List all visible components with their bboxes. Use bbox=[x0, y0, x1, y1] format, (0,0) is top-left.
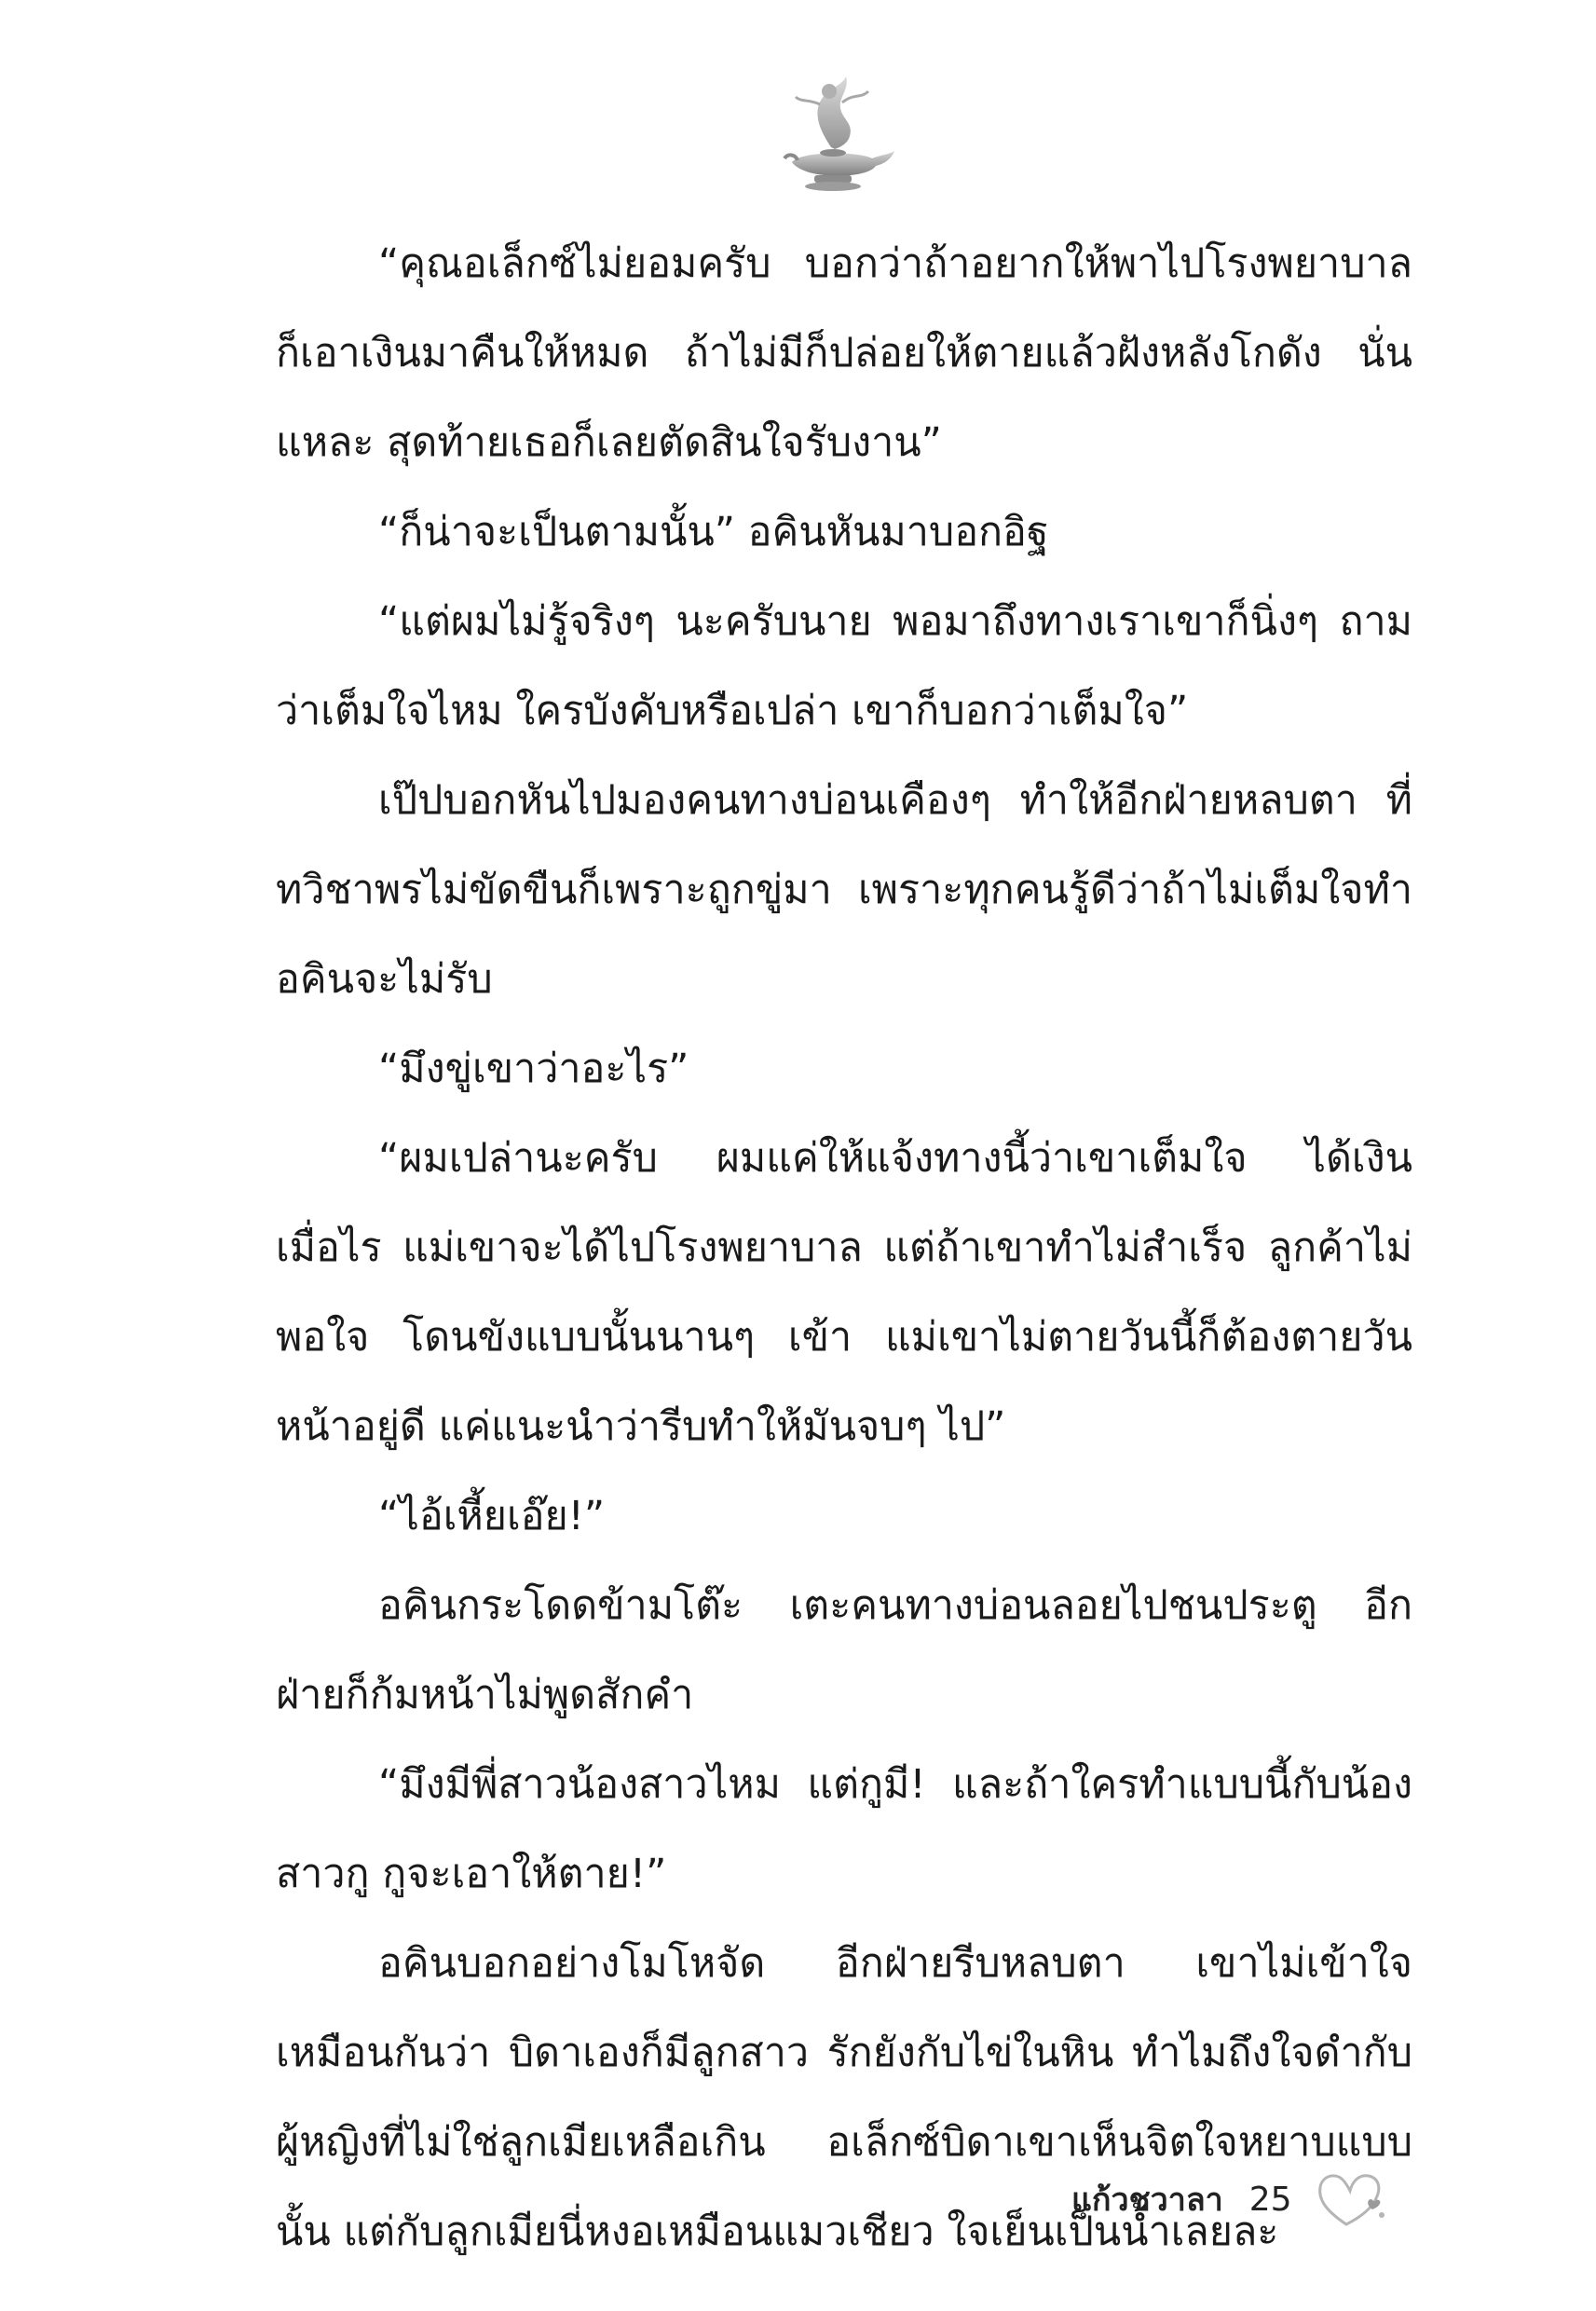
genie-lamp-icon bbox=[764, 65, 904, 205]
paragraph: อคินบอกอย่างโมโหจัด อีกฝ่ายรีบหลบตา เขาไม่เข้าใจเหมือนกันว่า บิดาเองก็มีลูกสาว รักยังกับไข่ในหิน ทำไมถึงใจดำกับผู้หญิงที่ไม่ใช่ลูกเมียเหลือเกิน อเล็กซ์บิดาเขาเห็นจิตใจหยาบแบบนั้น แต่กับลูกเมียนี่หงอเหมือนแมวเชียว ใจเย็นเป็นน้ำเลยละ bbox=[276, 1940, 1412, 2255]
paragraph: “มึงมีพี่สาวน้องสาวไหม แต่กูมี! และถ้าใครทำแบบนี้กับน้องสาวกู กูจะเอาให้ตาย!” bbox=[276, 1761, 1412, 1897]
paragraph: เป๊ปบอกหันไปมองคนทางบ่อนเคืองๆ ทำให้อีกฝ่ายหลบตา ที่ทวิชาพรไม่ขัดขืนก็เพราะถูกขู่มา เพราะทุกคนรู้ดีว่าถ้าไม่เต็มใจทำ อคินจะไม่รับ bbox=[276, 777, 1412, 1003]
paragraph: “คุณอเล็กซ์ไม่ยอมครับ บอกว่าถ้าอยากให้พาไปโรงพยาบาล ก็เอาเงินมาคืนให้หมด ถ้าไม่มีก็ปล่อยให้ตายแล้วฝังหลังโกดัง นั่นแหละ สุดท้ายเธอก็เลยตัดสินใจรับงาน” bbox=[276, 240, 1412, 466]
page-number: 25 bbox=[1248, 2180, 1292, 2219]
book-title: แก้วชวาลา bbox=[1071, 2181, 1223, 2219]
body-text bbox=[276, 219, 1412, 2277]
paragraph: “ไอ้เหี้ยเอ๊ย!” bbox=[378, 1493, 606, 1539]
paragraph: “ก็น่าจะเป็นตามนั้น” อคินหันมาบอกอิฐ bbox=[378, 509, 1049, 555]
paragraph: “ผมเปล่านะครับ ผมแค่ให้แจ้งทางนี้ว่าเขาเต็มใจ ได้เงินเมื่อไร แม่เขาจะได้ไปโรงพยาบาล แต่ถ้าเขาทำไม่สำเร็จ ลูกค้าไม่พอใจ โดนขังแบบนั้นนานๆ เข้า แม่เขาไม่ตายวันนี้ก็ต้องตายวันหน้าอยู่ดี แค่แนะนำว่ารีบทำให้มันจบๆ ไป” bbox=[276, 1135, 1412, 1450]
paragraph: “มึงขู่เขาว่าอะไร” bbox=[378, 1046, 689, 1092]
heart-icon bbox=[1315, 2167, 1391, 2232]
paragraph: “แต่ผมไม่รู้จริงๆ นะครับนาย พอมาถึงทางเราเขาก็นิ่งๆ ถามว่าเต็มใจไหม ใครบังคับหรือเปล่า เขาก็บอกว่าเต็มใจ” bbox=[276, 598, 1412, 734]
page-footer bbox=[1071, 2157, 1444, 2241]
paragraph: อคินกระโดดข้ามโต๊ะ เตะคนทางบ่อนลอยไปชนประตู อีกฝ่ายก็ก้มหน้าไม่พูดสักคำ bbox=[276, 1582, 1412, 1718]
